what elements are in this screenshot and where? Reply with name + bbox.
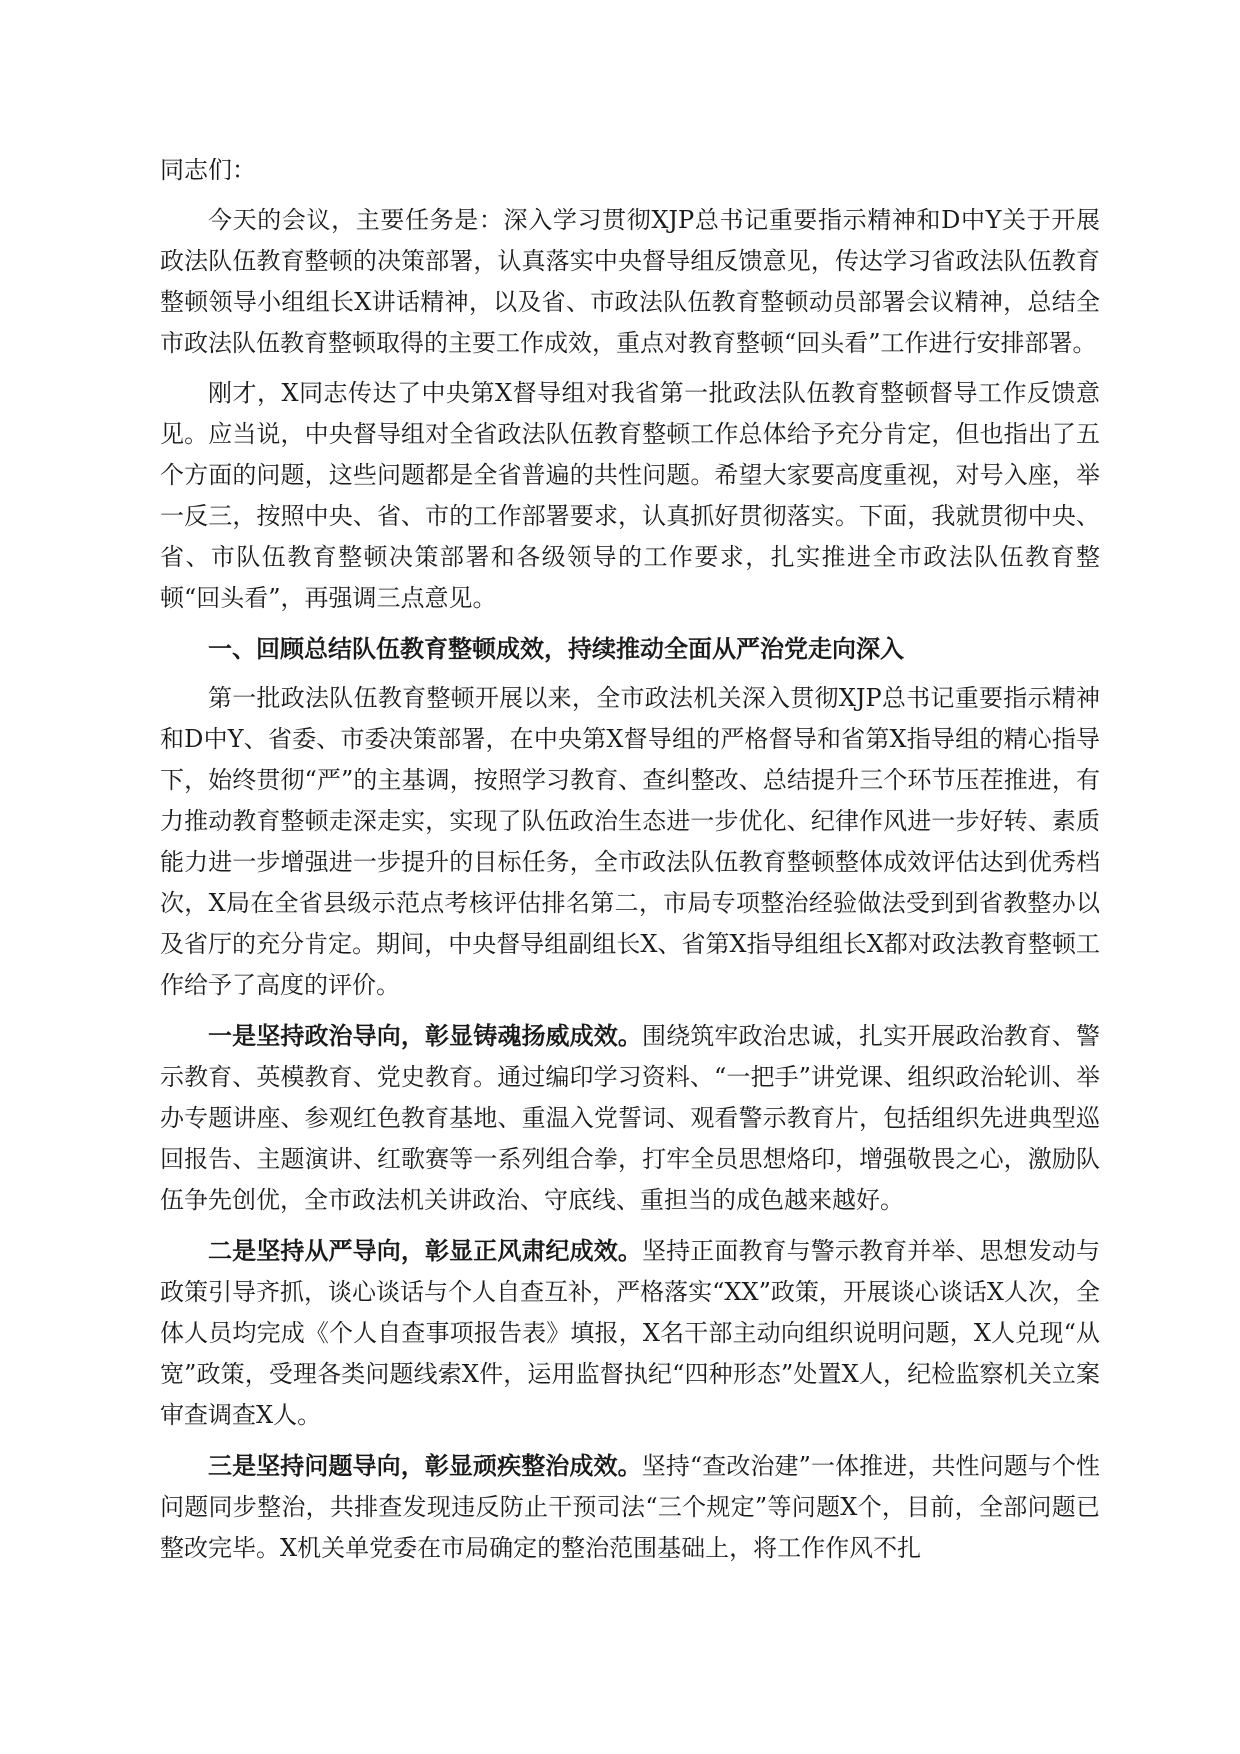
paragraph-feedback: 刚才，X同志传达了中央第X督导组对我省第一批政法队伍教育整顿督导工作反馈意见。应当说，中央督导组对全省政法队伍教育整顿工作总体给予充分肯定，但也指出了五个方面的问题，这些问题都是全省普遍的共性问题。希望大家要高度重视，对号入座，举一反三，按照中央、省、市的工作部署要求，认真抓好贯彻落实。下面，我就贯彻中央、省、市队伍教育整顿决策部署和各级领导的工作要求，扎实推进全市政法队伍教育整顿“回头看”，再强调三点意见。 <box>160 379 1100 612</box>
point-2-text: 坚持正面教育与警示教育并举、思想发动与政策引导齐抓，谈心谈话与个人自查互补，严格落实“XX”政策，开展谈心谈话X人次，全体人员均完成《个人自查事项报告表》填报，X名干部主动向组织说明问题，X人兑现“从宽”政策，受理各类问题线索X件，运用监督执纪“四种形态”处置X人，纪检监察机关立案审查调查X人。 <box>160 1237 1100 1429</box>
point-1-lead: 一是坚持政治导向，彰显铸魂扬威成效。 <box>208 1021 642 1050</box>
point-3-lead: 三是坚持问题导向，彰显顽疾整治成效。 <box>208 1451 642 1480</box>
paragraph-meeting-tasks: 今天的会议，主要任务是：深入学习贯彻XJP总书记重要指示精神和D中Y关于开展政法队伍教育整顿的决策部署，认真落实中央督导组反馈意见，传达学习省政法队伍教育整顿领导小组组长X讲话精神，以及省、市政法队伍教育整顿动员部署会议精神，总结全市政法队伍教育整顿取得的主要工作成效，重点对教育整顿“回头看”工作进行安排部署。 <box>160 206 1100 357</box>
paragraph-section-1-intro: 第一批政法队伍教育整顿开展以来，全市政法机关深入贯彻XJP总书记重要指示精神和D中Y、省委、市委决策部署，在中央第X督导组的严格督导和省第X指导组的精心指导下，始终贯彻“严”的主基调，按照学习教育、查纠整改、总结提升三个环节压茬推进，有力推动教育整顿走深走实，实现了队伍政治生态进一步优化、纪律作风进一步好转、素质能力进一步增强进一步提升的目标任务，全市政法队伍教育整顿整体成效评估达到优秀档次，X局在全省县级示范点考核评估排名第二，市局专项整治经验做法受到到省教整办以及省厅的充分肯定。期间，中央督导组副组长X、省第X指导组组长X都对政法教育整顿工作给予了高度的评价。 <box>160 684 1100 999</box>
document-body <box>160 150 1100 1578</box>
salutation: 同志们： <box>160 156 256 184</box>
section-heading-1: 一、回顾总结队伍教育整顿成效，持续推动全面从严治党走向深入 <box>208 634 904 663</box>
paragraph-point-3 <box>160 1445 1100 1569</box>
paragraph-point-2 <box>160 1230 1100 1436</box>
point-2-lead: 二是坚持从严导向，彰显正风肃纪成效。 <box>208 1236 642 1265</box>
point-3-text: 坚持“查改治建”一体推进，共性问题与个性问题同步整治，共排查发现违反防止干预司法“三个规定”等问题X个，目前，全部问题已整改完毕。X机关单党委在市局确定的整治范围基础上，将工作作风不扎 <box>160 1452 1100 1562</box>
paragraph-point-1 <box>160 1015 1100 1221</box>
point-1-text: 围绕筑牢政治忠诚，扎实开展政治教育、警示教育、英模教育、党史教育。通过编印学习资料、“一把手”讲党课、组织政治轮训、举办专题讲座、参观红色教育基地、重温入党誓词、观看警示教育片，包括组织先进典型巡回报告、主题演讲、红歌赛等一系列组合拳，打牢全员思想烙印，增强敬畏之心，激励队伍争先创优，全市政法机关讲政治、守底线、重担当的成色越来越好。 <box>160 1022 1100 1214</box>
